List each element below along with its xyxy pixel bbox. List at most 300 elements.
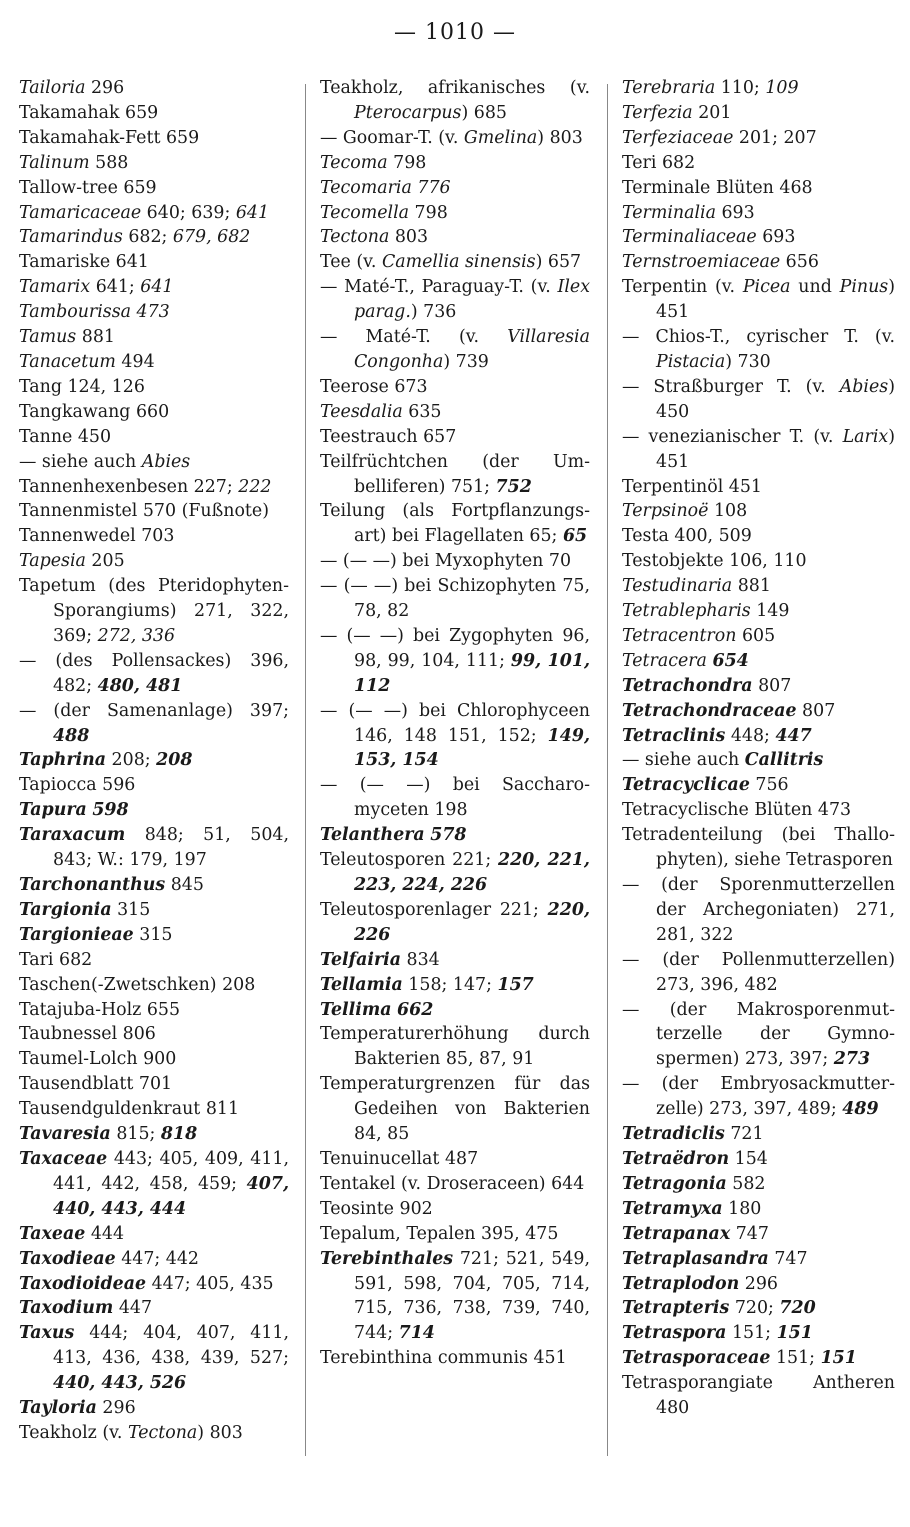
entry-text: — siehe auch [622,750,745,771]
index-entry [19,549,289,574]
entry-text: 714 [398,1323,435,1344]
entry-text: — (der Sporenmutterzellen der Archegoniaten) 271, 281, 322 [622,875,895,945]
entry-text: 807 [796,700,836,721]
index-entry [622,176,895,201]
entry-text: 180 [722,1198,762,1219]
index-entry [320,499,590,549]
entry-text: Tetrapteris [622,1298,730,1319]
entry-text: Tetrapanax [622,1223,731,1244]
index-entry [19,898,289,923]
entry-text: Tang 124, 126 [19,376,145,397]
entry-text: Terpentin (v. [622,277,743,298]
entry-text: 720; [729,1298,780,1319]
entry-text: Tecomaria [320,177,412,198]
entry-text: 157 [497,974,534,995]
entry-text: 407, 440, 443, 444 [53,1173,289,1219]
index-entry [19,101,289,126]
entry-text: Tetradiclis [622,1124,725,1145]
index-entry [622,225,895,250]
entry-text: Teakholz (v. [19,1422,128,1443]
entry-text: Teakholz, afrikanisches (v. [320,78,590,98]
entry-text: Tambourissa [19,302,132,323]
index-entry [320,1222,590,1247]
index-entry [19,1247,289,1272]
entry-text: ) 736 [410,302,457,323]
entry-text: 815; [110,1124,161,1145]
index-entry [320,549,590,574]
entry-text: 752 [495,476,532,497]
index-entry [622,126,895,151]
entry-text: Tetrasporaceae [622,1348,771,1369]
index-entry [19,649,289,699]
index-entry [19,699,289,749]
entry-text: Tenuinucellat 487 [320,1148,479,1169]
entry-text: Testudinaria [622,576,733,597]
index-entry [622,1296,895,1321]
entry-text: Telfairia [320,949,402,970]
entry-text: Tannenhexenbesen 227; [19,476,239,497]
index-entry [19,499,289,524]
entry-text: 662 [397,999,434,1020]
index-entry [19,1321,289,1396]
entry-text: 296 [85,78,125,98]
entry-text: Tamarindus [19,227,123,248]
index-entry [19,225,289,250]
entry-text: Taxeae [19,1223,86,1244]
entry-text: 205 [85,551,125,572]
entry-text: 110; [715,78,766,98]
entry-text: Taraxacum [19,825,126,846]
entry-text: Tetraclinis [622,725,726,746]
index-entry [622,1122,895,1147]
entry-text: 443; 405, 409, 411, 441, 442, 458, 459; [53,1148,289,1194]
entry-text: 881 [76,327,115,348]
entry-text: Terpsinoë [622,501,709,522]
index-entry [320,973,590,998]
index-entry [19,798,289,823]
index-entry [19,475,289,500]
index-entry [19,923,289,948]
entry-text: Abies [839,376,889,397]
index-entry [19,773,289,798]
entry-text: 149, 153, 154 [354,725,590,771]
index-entry [320,201,590,226]
entry-text: 582 [726,1173,766,1194]
index-entry [622,823,895,873]
index-entry [320,898,590,948]
index-entry [622,1272,895,1297]
entry-text: 447; 405, 435 [146,1273,274,1294]
entry-text: 747 [768,1248,808,1269]
entry-text: Taxaceae [19,1148,108,1169]
index-entry [19,400,289,425]
index-entry [622,998,895,1073]
index-entry [19,450,289,475]
entry-text: — (— —) bei Chlorophyceen 146, 148 151, 152; [320,700,590,746]
entry-text: Terfezia [622,102,693,123]
entry-text: 220, 221, 223, 224, 226 [354,850,590,895]
entry-text: 721 [724,1124,764,1145]
index-entry [19,574,289,649]
entry-text: Tanne 450 [19,426,112,447]
entry-text: 220, 226 [354,899,590,945]
index-entry [19,1421,289,1446]
index-entry [19,1122,289,1147]
index-entry [320,848,590,898]
entry-text: 641 [235,202,270,223]
entry-text: 848; 51, 504, 843; W.: 179, 197 [53,825,289,871]
index-entry [320,275,590,325]
index-entry [622,599,895,624]
entry-text: Teerose 673 [320,376,428,397]
entry-text: Terebinthales [320,1248,454,1269]
column-divider [607,84,608,1456]
entry-text: Testa 400, 509 [622,526,752,547]
entry-text: — (des Pollensackes) 396, 482; [19,650,289,696]
entry-text: Tectona [320,227,390,248]
entry-text: — (der Makrosporenmutterzelle der Gymnospermen) 273, 397; [622,999,895,1070]
entry-text: 440, 443, 526 [53,1373,187,1394]
entry-text: und [790,277,840,298]
column-divider [305,84,306,1456]
entry-text: Pterocarpus [354,102,462,123]
entry-text: 588 [89,152,129,173]
index-entry [19,1047,289,1072]
entry-text: 222 [238,476,272,497]
entry-text: Terebraria [622,78,716,98]
entry-text: Tatajuba-Holz 655 [19,999,181,1020]
entry-text: Terebinthina communis 451 [320,1348,567,1369]
entry-text: — (— —) bei Schizophyten 75, 78, 82 [320,576,590,622]
entry-text: Taxus [19,1323,75,1344]
entry-text: Gmelina [463,127,538,148]
entry-text: Tetradenteilung (bei Thallophyten), siehe Tetrasporen [622,825,895,871]
entry-text: 798 [409,202,448,223]
entry-text: Tari 682 [19,949,93,970]
entry-text: ) 451 [656,426,895,472]
entry-text: 578 [430,825,467,846]
index-entry [622,275,895,325]
index-entry [19,1147,289,1222]
entry-text: Picea [742,277,791,298]
entry-text: Temperaturgrenzen für das Gedeihen von Bakterien 84, 85 [320,1074,590,1145]
entry-text: Tetrachondraceae [622,700,797,721]
entry-text: 315 [133,924,173,945]
index-entry [19,325,289,350]
index-entry [19,425,289,450]
entry-text: Taubnessel 806 [19,1024,156,1045]
entry-text: Tetracyclische Blüten 473 [622,800,852,821]
entry-text: Tecoma [320,152,388,173]
index-entry [622,724,895,749]
index-entry [622,475,895,500]
index-entry [320,225,590,250]
entry-text: — Straßburger T. (v. [622,376,840,397]
entry-text: Pistacia [656,351,726,372]
index-entry [19,275,289,300]
entry-text: Targionia [19,899,112,920]
entry-text: 149 [750,601,790,622]
index-entry [19,350,289,375]
entry-text: Tetraëdron [622,1148,730,1169]
entry-text: — venezianischer T. (v. [622,426,843,447]
entry-text: Tallow-tree 659 [19,177,157,198]
entry-text: Larix [842,426,889,447]
entry-text: 682; [122,227,173,248]
entry-text: 272, 336 [97,625,176,646]
entry-text: Ternstroemiaceae [622,252,781,273]
entry-text: Tetraplasandra [622,1248,769,1269]
index-entry [19,823,289,873]
entry-text: 494 [115,351,155,372]
entry-text: Tailoria [19,78,86,98]
index-column-3 [622,76,895,1421]
entry-text: Taumel-Lolch 900 [19,1049,177,1070]
entry-text: Teosinte 902 [320,1198,433,1219]
index-entry [320,998,590,1023]
index-entry [320,1172,590,1197]
entry-text: 273 [833,1049,871,1070]
entry-text: 656 [780,252,819,273]
index-entry [320,948,590,973]
index-entry [622,699,895,724]
entry-text: 480, 481 [97,675,183,696]
entry-text: Tapesia [19,551,86,572]
index-entry [622,425,895,475]
entry-text: Tamaricaceae [19,202,142,223]
entry-text: 598 [92,800,129,821]
index-entry [19,524,289,549]
entry-text: Teilfrüchtchen (der Umbelliferen) 751; [320,451,590,497]
entry-text: Taxodium [19,1298,114,1319]
entry-text: Ilex parag. [354,277,590,323]
index-entry [19,1072,289,1097]
entry-text: Tetramyxa [622,1198,723,1219]
index-entry [320,773,590,823]
index-entry [320,450,590,500]
index-entry [19,1022,289,1047]
index-entry [622,748,895,773]
entry-text: 807 [752,675,792,696]
entry-text: Tentakel (v. Droseraceen) 644 [320,1173,585,1194]
index-entry [320,1072,590,1147]
entry-text: Tetragonia [622,1173,727,1194]
entry-text: 803 [389,227,429,248]
index-entry [19,375,289,400]
index-entry [320,126,590,151]
index-entry [320,624,590,699]
index-entry [320,1147,590,1172]
index-entry [622,873,895,948]
entry-text: 208 [156,750,193,771]
entry-text: 154 [729,1148,768,1169]
index-entry [622,250,895,275]
entry-text: — (— —) bei Myxophyten 70 [320,551,572,572]
entry-text: ) 685 [461,102,507,123]
index-entry [320,1022,590,1072]
entry-text: Tetracentron [622,625,737,646]
entry-text: ) 451 [656,277,896,323]
entry-text: Tausendblatt 701 [19,1074,173,1095]
entry-text: 635 [402,401,442,422]
entry-text: Teestrauch 657 [320,426,457,447]
entry-text: Tectona [127,1422,198,1443]
entry-text: ) 657 [535,252,582,273]
index-entry [320,375,590,400]
index-entry [622,524,895,549]
entry-text: Tausendguldenkraut 811 [19,1099,240,1120]
entry-text: Callitris [744,750,824,771]
entry-text: Tamus [19,327,77,348]
entry-text: 641; [90,277,141,298]
entry-text: 641 [140,277,174,298]
entry-text: Tellima [320,999,392,1020]
index-entry [622,325,895,375]
entry-text: 756 [749,775,789,796]
entry-text: 447; 442 [115,1248,199,1269]
index-entry [19,151,289,176]
index-entry [19,1296,289,1321]
index-entry [622,1222,895,1247]
entry-text: 151; [726,1323,777,1344]
entry-text: Teri 682 [622,152,696,173]
entry-text: Taxodieae [19,1248,116,1269]
entry-text: Tee (v. [320,252,382,273]
entry-text: Villaresia Congonha [354,327,590,372]
entry-text: Tannenmistel 570 (Fußnote) [19,501,269,522]
index-entry [320,400,590,425]
index-entry [622,649,895,674]
entry-text: Teilung (als Fortpflanzungsart) bei Flagellaten 65; [320,501,590,547]
entry-text: Tetrachondra [622,675,753,696]
entry-text: 315 [111,899,151,920]
index-entry [622,549,895,574]
entry-text: ) 450 [656,376,895,422]
entry-text: Terfeziaceae [622,127,734,148]
entry-text: 489 [842,1099,879,1120]
entry-text: 845 [165,875,204,895]
entry-text: — (— —) bei Zygophyten 96, 98, 99, 104, 111; [320,625,590,671]
entry-text: — Maté-T. (v. [320,327,508,348]
entry-text: Teleutosporen 221; [320,850,498,871]
index-entry [320,699,590,774]
entry-text: — (— —) bei Saccharomyceten 198 [320,775,590,821]
entry-text: Pinus [839,277,889,298]
index-entry [19,176,289,201]
entry-text: 109 [765,78,799,98]
entry-text: Targionieae [19,924,134,945]
index-entry [19,126,289,151]
entry-text: Tanacetum [19,351,116,372]
index-entry [19,948,289,973]
index-entry [622,1321,895,1346]
entry-text: Tellamia [320,974,403,995]
index-entry [622,375,895,425]
entry-text: — (der Embryosackmutterzelle) 273, 397, 489; [622,1074,895,1120]
entry-text: Tayloria [19,1398,97,1419]
entry-text: 201 [692,102,732,123]
index-entry [19,1396,289,1421]
index-entry [19,201,289,226]
index-entry [622,1371,895,1421]
index-entry [622,624,895,649]
entry-text: Tannenwedel 703 [19,526,175,547]
index-entry [622,151,895,176]
entry-text: 834 [401,949,440,970]
entry-text: Tepalum, Tepalen 395, 475 [320,1223,559,1244]
index-entry [19,1222,289,1247]
entry-text: 881 [732,576,771,597]
index-entry [622,574,895,599]
entry-text: 693 [756,227,796,248]
entry-text: Takamahak-Fett 659 [19,127,200,148]
entry-text: Taphrina [19,750,107,771]
index-entry [622,773,895,798]
entry-text: ) 803 [537,127,583,148]
entry-text: 654 [712,650,749,671]
index-entry [320,1247,590,1347]
entry-text: 818 [160,1124,198,1145]
entry-text: Telanthera [320,825,425,846]
entry-text: 721; 521, 549, 591, 598, 704, 705, 714, 715, 736, 738, 739, 740, 744; [354,1248,590,1344]
index-entry [622,1197,895,1222]
entry-text: Testobjekte 106, 110 [622,551,807,572]
index-entry [622,798,895,823]
index-entry [320,151,590,176]
index-entry [622,674,895,699]
entry-text: 201; 207 [733,127,817,148]
entry-text: 108 [708,501,748,522]
entry-text: 776 [417,177,451,198]
index-entry [320,76,590,126]
entry-text: Abies [141,451,191,472]
entry-text: 99, 101, 112 [354,650,590,696]
entry-text: ) 803 [197,1422,243,1443]
index-entry [19,76,289,101]
entry-text: — (der Samenanlage) 397; [19,700,289,721]
entry-text: Tapiocca 596 [19,775,136,796]
index-entry [19,973,289,998]
entry-text: 447 [775,725,812,746]
entry-text: 151; [770,1348,821,1369]
index-entry [320,823,590,848]
entry-text: 151 [776,1323,813,1344]
entry-text: Tetracyclicae [622,775,750,796]
entry-text: Teleutosporenlager 221; [320,899,548,920]
entry-text: Takamahak 659 [19,102,159,123]
entry-text: ) 739 [443,351,489,372]
index-entry [622,1172,895,1197]
entry-text: Terminale Blüten 468 [622,177,813,198]
index-entry [320,574,590,624]
index-entry [622,201,895,226]
entry-text: Tetrasporangiate Antheren 480 [622,1373,895,1419]
entry-text: Tangkawang 660 [19,401,170,422]
entry-text: 679, 682 [172,227,251,248]
index-entry [622,101,895,126]
entry-text: 444 [85,1223,125,1244]
entry-text: Tetraplodon [622,1273,740,1294]
entry-text: 208; [106,750,157,771]
index-entry [320,325,590,375]
entry-text: Teesdalia [320,401,403,422]
entry-text: Tavaresia [19,1124,111,1145]
entry-text: 447 [113,1298,153,1319]
entry-text: Tapura [19,800,87,821]
entry-text: — (der Pollenmutterzellen) 273, 396, 482 [622,949,895,995]
index-entry [320,250,590,275]
index-entry [622,1346,895,1371]
